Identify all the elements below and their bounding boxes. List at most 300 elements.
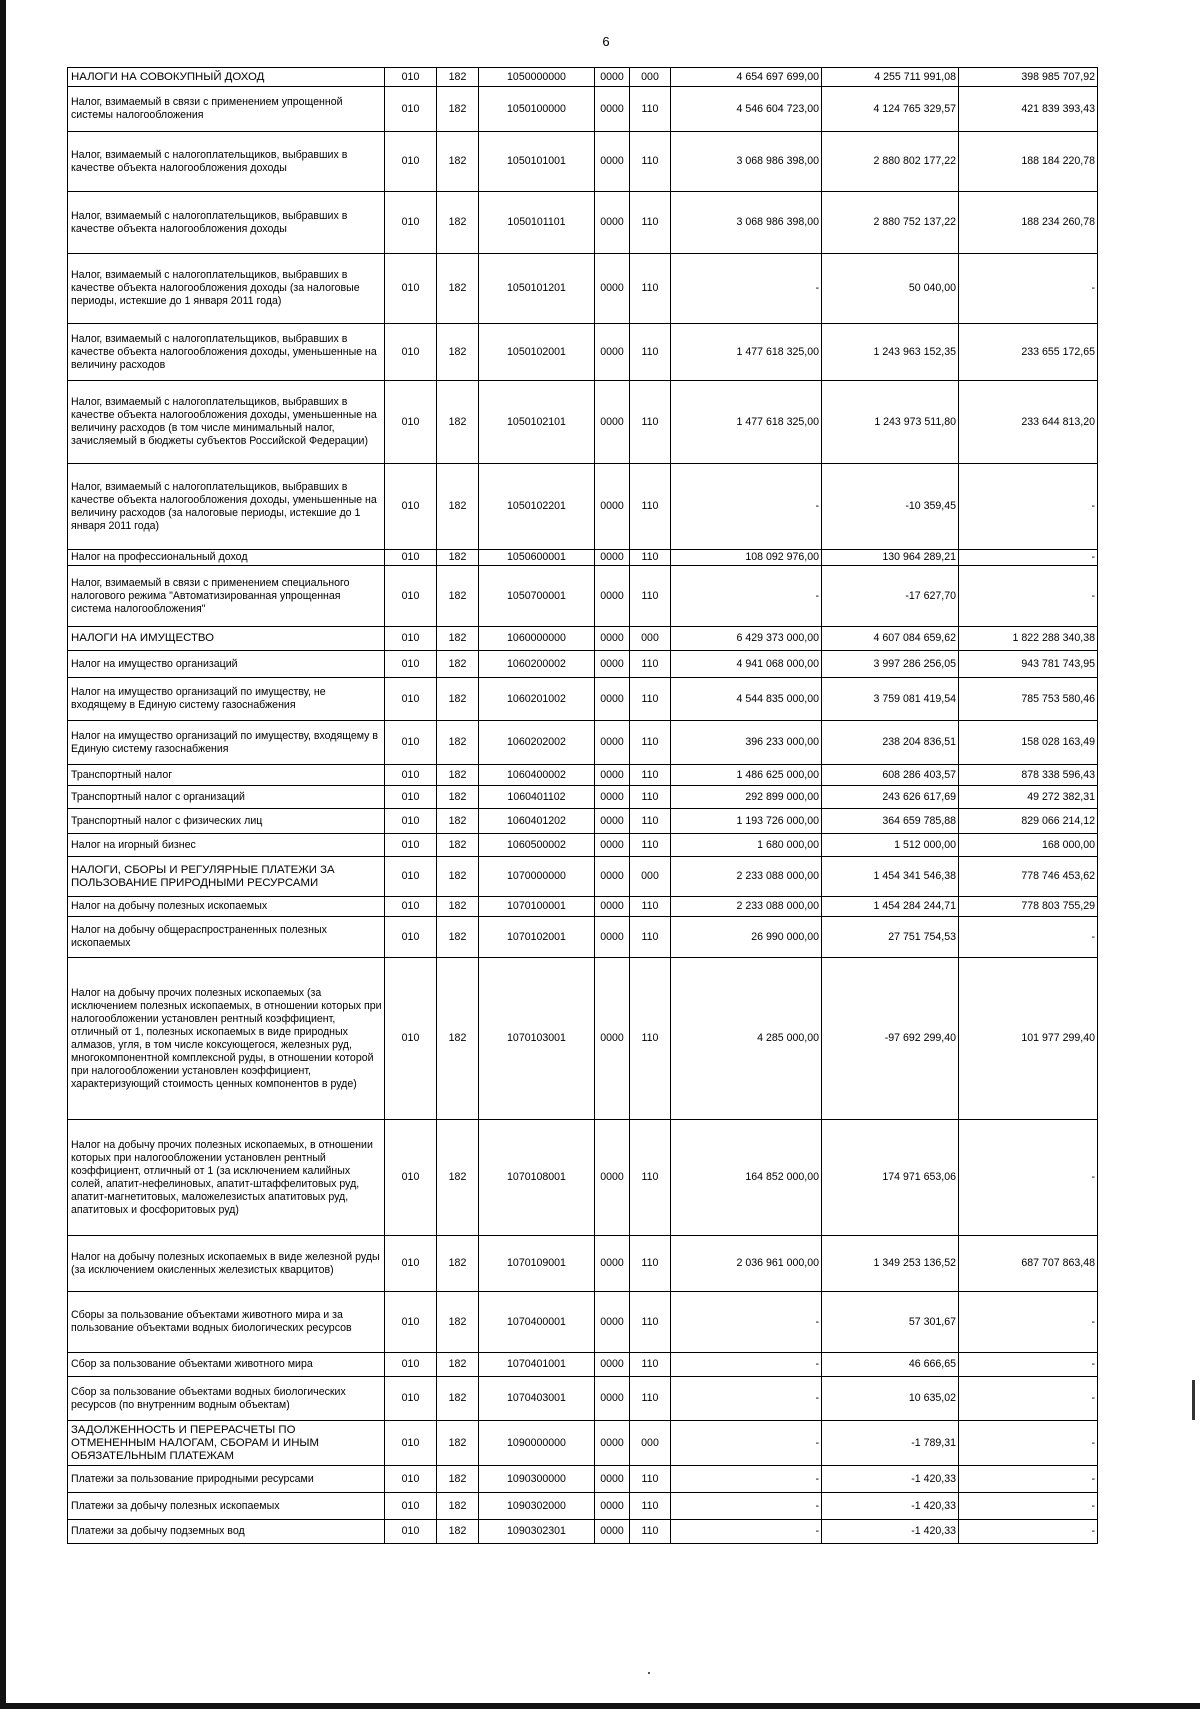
row-v1-cell: - [671, 254, 822, 324]
row-c5-cell: 110 [630, 1520, 671, 1544]
row-c3-cell: 1070100001 [479, 897, 595, 917]
row-v1-cell: 4 546 604 723,00 [671, 87, 822, 132]
row-c5-cell: 110 [630, 834, 671, 857]
row-c5-cell: 000 [630, 627, 671, 651]
row-v2-cell: 174 971 653,06 [822, 1120, 959, 1236]
row-c5-cell: 110 [630, 809, 671, 834]
row-v2-cell: 1 454 284 244,71 [822, 897, 959, 917]
row-c3-cell: 1090000000 [479, 1421, 595, 1466]
table-row [68, 834, 1098, 857]
row-v3-cell: 785 753 580,46 [959, 678, 1098, 721]
row-name-cell: Налог, взимаемый с налогоплательщиков, выбравших в качестве объекта налогообложения доходы [68, 192, 385, 254]
row-c1-cell: 010 [385, 1353, 437, 1377]
row-v2-cell: 3 759 081 419,54 [822, 678, 959, 721]
row-c2-cell: 182 [437, 464, 479, 550]
row-c5-cell: 110 [630, 566, 671, 627]
row-v2-cell: 50 040,00 [822, 254, 959, 324]
row-v2-cell: 243 626 617,69 [822, 786, 959, 809]
row-c5-cell: 110 [630, 678, 671, 721]
row-c2-cell: 182 [437, 1493, 479, 1520]
row-c4-cell: 0000 [595, 721, 630, 765]
row-c2-cell: 182 [437, 1520, 479, 1544]
table-row [68, 1520, 1098, 1544]
row-c2-cell: 182 [437, 651, 479, 678]
row-c2-cell: 182 [437, 566, 479, 627]
row-name-cell: Сбор за пользование объектами животного мира [68, 1353, 385, 1377]
row-c1-cell: 010 [385, 721, 437, 765]
row-c1-cell: 010 [385, 1520, 437, 1544]
row-c1-cell: 010 [385, 324, 437, 381]
row-c3-cell: 1050102101 [479, 381, 595, 464]
row-v2-cell: 130 964 289,21 [822, 550, 959, 566]
table-row [68, 192, 1098, 254]
table-row [68, 566, 1098, 627]
row-v3-cell: - [959, 1353, 1098, 1377]
row-v1-cell: 1 680 000,00 [671, 834, 822, 857]
row-v3-cell: 168 000,00 [959, 834, 1098, 857]
row-c2-cell: 182 [437, 1421, 479, 1466]
row-name-cell: Налог на имущество организаций по имуществу, не входящему в Единую систему газоснабжения [68, 678, 385, 721]
row-v3-cell: 421 839 393,43 [959, 87, 1098, 132]
row-name-cell: Платежи за добычу подземных вод [68, 1520, 385, 1544]
row-c1-cell: 010 [385, 464, 437, 550]
row-c4-cell: 0000 [595, 1377, 630, 1421]
row-c1-cell: 010 [385, 87, 437, 132]
revenue-table [67, 67, 1098, 1544]
scan-edge-mark [1192, 1380, 1195, 1420]
row-c2-cell: 182 [437, 958, 479, 1120]
row-c1-cell: 010 [385, 1493, 437, 1520]
row-c2-cell: 182 [437, 87, 479, 132]
row-v1-cell: 4 285 000,00 [671, 958, 822, 1120]
table-row [68, 132, 1098, 192]
row-c2-cell: 182 [437, 834, 479, 857]
row-c4-cell: 0000 [595, 132, 630, 192]
row-v3-cell: - [959, 1377, 1098, 1421]
row-c1-cell: 010 [385, 1466, 437, 1493]
row-c4-cell: 0000 [595, 1466, 630, 1493]
row-v3-cell: 687 707 863,48 [959, 1236, 1098, 1292]
row-v1-cell: - [671, 566, 822, 627]
row-name-cell: Налог на имущество организаций по имуществу, входящему в Единую систему газоснабжения [68, 721, 385, 765]
row-c5-cell: 110 [630, 786, 671, 809]
row-name-cell: Налог на добычу полезных ископаемых [68, 897, 385, 917]
row-v2-cell: 1 243 963 152,35 [822, 324, 959, 381]
row-c3-cell: 1060000000 [479, 627, 595, 651]
row-v2-cell: 1 512 000,00 [822, 834, 959, 857]
row-c5-cell: 110 [630, 1236, 671, 1292]
row-v2-cell: -1 420,33 [822, 1520, 959, 1544]
row-c1-cell: 010 [385, 1236, 437, 1292]
row-c1-cell: 010 [385, 68, 437, 87]
row-c5-cell: 110 [630, 958, 671, 1120]
row-v3-cell: - [959, 1292, 1098, 1353]
row-v2-cell: 2 880 802 177,22 [822, 132, 959, 192]
row-c4-cell: 0000 [595, 68, 630, 87]
row-v1-cell: - [671, 1377, 822, 1421]
row-v2-cell: -10 359,45 [822, 464, 959, 550]
row-c1-cell: 010 [385, 381, 437, 464]
row-c1-cell: 010 [385, 786, 437, 809]
row-v2-cell: -1 420,33 [822, 1493, 959, 1520]
row-v1-cell: - [671, 1292, 822, 1353]
row-v1-cell: 2 036 961 000,00 [671, 1236, 822, 1292]
row-c2-cell: 182 [437, 68, 479, 87]
row-v1-cell: 3 068 986 398,00 [671, 192, 822, 254]
row-v3-cell: 398 985 707,92 [959, 68, 1098, 87]
row-c5-cell: 110 [630, 254, 671, 324]
row-c3-cell: 1050100000 [479, 87, 595, 132]
row-c3-cell: 1070108001 [479, 1120, 595, 1236]
row-v1-cell: 2 233 088 000,00 [671, 897, 822, 917]
row-name-cell: Платежи за пользование природными ресурсами [68, 1466, 385, 1493]
table-row [68, 464, 1098, 550]
row-c3-cell: 1090302000 [479, 1493, 595, 1520]
row-c4-cell: 0000 [595, 550, 630, 566]
row-c2-cell: 182 [437, 1292, 479, 1353]
row-c1-cell: 010 [385, 917, 437, 958]
table-row [68, 897, 1098, 917]
row-v3-cell: - [959, 464, 1098, 550]
row-v1-cell: - [671, 464, 822, 550]
row-v3-cell: - [959, 917, 1098, 958]
row-c2-cell: 182 [437, 1353, 479, 1377]
row-v3-cell: 1 822 288 340,38 [959, 627, 1098, 651]
row-v1-cell: 396 233 000,00 [671, 721, 822, 765]
row-c3-cell: 1060200002 [479, 651, 595, 678]
row-c5-cell: 110 [630, 651, 671, 678]
row-name-cell: Налог, взимаемый в связи с применением упрощенной системы налогообложения [68, 87, 385, 132]
row-v1-cell: 2 233 088 000,00 [671, 857, 822, 897]
row-name-cell: НАЛОГИ НА СОВОКУПНЫЙ ДОХОД [68, 68, 385, 87]
row-c4-cell: 0000 [595, 192, 630, 254]
row-c4-cell: 0000 [595, 1520, 630, 1544]
row-c3-cell: 1070102001 [479, 917, 595, 958]
row-v1-cell: 108 092 976,00 [671, 550, 822, 566]
row-v2-cell: 3 997 286 256,05 [822, 651, 959, 678]
row-c2-cell: 182 [437, 254, 479, 324]
row-c2-cell: 182 [437, 897, 479, 917]
table-row [68, 254, 1098, 324]
row-v3-cell: 158 028 163,49 [959, 721, 1098, 765]
row-v2-cell: -1 789,31 [822, 1421, 959, 1466]
row-c3-cell: 1050600001 [479, 550, 595, 566]
row-c4-cell: 0000 [595, 1120, 630, 1236]
row-v3-cell: 188 184 220,78 [959, 132, 1098, 192]
row-c1-cell: 010 [385, 550, 437, 566]
row-c4-cell: 0000 [595, 1292, 630, 1353]
row-c2-cell: 182 [437, 324, 479, 381]
row-c1-cell: 010 [385, 254, 437, 324]
row-v2-cell: 4 124 765 329,57 [822, 87, 959, 132]
row-c3-cell: 1070401001 [479, 1353, 595, 1377]
row-c5-cell: 110 [630, 721, 671, 765]
row-c3-cell: 1060401102 [479, 786, 595, 809]
row-c1-cell: 010 [385, 678, 437, 721]
row-name-cell: НАЛОГИ, СБОРЫ И РЕГУЛЯРНЫЕ ПЛАТЕЖИ ЗА ПОЛЬЗОВАНИЕ ПРИРОДНЫМИ РЕСУРСАМИ [68, 857, 385, 897]
row-c5-cell: 110 [630, 1292, 671, 1353]
row-c4-cell: 0000 [595, 678, 630, 721]
table-row [68, 1493, 1098, 1520]
row-c5-cell: 110 [630, 324, 671, 381]
row-c1-cell: 010 [385, 958, 437, 1120]
row-name-cell: Налог, взимаемый с налогоплательщиков, выбравших в качестве объекта налогообложения доходы (за налоговые периоды, истекшие до 1 января 2011 года) [68, 254, 385, 324]
row-c3-cell: 1060400002 [479, 765, 595, 786]
row-c5-cell: 110 [630, 1493, 671, 1520]
row-c4-cell: 0000 [595, 1421, 630, 1466]
row-c2-cell: 182 [437, 765, 479, 786]
row-v1-cell: 26 990 000,00 [671, 917, 822, 958]
row-c2-cell: 182 [437, 786, 479, 809]
row-c4-cell: 0000 [595, 857, 630, 897]
row-name-cell: Налог на добычу полезных ископаемых в виде железной руды (за исключением окисленных железистых кварцитов) [68, 1236, 385, 1292]
row-c1-cell: 010 [385, 192, 437, 254]
row-c5-cell: 110 [630, 917, 671, 958]
row-c3-cell: 1050102001 [479, 324, 595, 381]
row-c5-cell: 110 [630, 87, 671, 132]
row-c1-cell: 010 [385, 1421, 437, 1466]
row-c5-cell: 110 [630, 381, 671, 464]
row-v3-cell: 878 338 596,43 [959, 765, 1098, 786]
row-c3-cell: 1070400001 [479, 1292, 595, 1353]
table-row [68, 651, 1098, 678]
row-c2-cell: 182 [437, 1236, 479, 1292]
table-row [68, 678, 1098, 721]
row-c5-cell: 000 [630, 1421, 671, 1466]
row-v2-cell: 4 607 084 659,62 [822, 627, 959, 651]
row-c4-cell: 0000 [595, 627, 630, 651]
row-c1-cell: 010 [385, 566, 437, 627]
page-number: 6 [602, 34, 610, 49]
row-v1-cell: 4 654 697 699,00 [671, 68, 822, 87]
row-v1-cell: 4 941 068 000,00 [671, 651, 822, 678]
row-v3-cell: - [959, 254, 1098, 324]
row-v3-cell: - [959, 566, 1098, 627]
row-v2-cell: 10 635,02 [822, 1377, 959, 1421]
row-c4-cell: 0000 [595, 324, 630, 381]
row-c4-cell: 0000 [595, 786, 630, 809]
row-c4-cell: 0000 [595, 897, 630, 917]
row-c3-cell: 1070000000 [479, 857, 595, 897]
row-c4-cell: 0000 [595, 809, 630, 834]
row-name-cell: Налог на добычу общераспространенных полезных ископаемых [68, 917, 385, 958]
scan-dot [648, 1672, 650, 1674]
row-c2-cell: 182 [437, 627, 479, 651]
row-name-cell: Сбор за пользование объектами водных биологических ресурсов (по внутренним водным объектам) [68, 1377, 385, 1421]
row-c4-cell: 0000 [595, 765, 630, 786]
row-c5-cell: 000 [630, 857, 671, 897]
row-v2-cell: -1 420,33 [822, 1466, 959, 1493]
row-v2-cell: -97 692 299,40 [822, 958, 959, 1120]
row-v1-cell: 1 477 618 325,00 [671, 381, 822, 464]
row-c5-cell: 110 [630, 1353, 671, 1377]
row-v2-cell: 27 751 754,53 [822, 917, 959, 958]
row-name-cell: ЗАДОЛЖЕННОСТЬ И ПЕРЕРАСЧЕТЫ ПО ОТМЕНЕННЫМ НАЛОГАМ, СБОРАМ И ИНЫМ ОБЯЗАТЕЛЬНЫМ ПЛАТЕЖАМ [68, 1421, 385, 1466]
row-v3-cell: 188 234 260,78 [959, 192, 1098, 254]
row-c3-cell: 1050101201 [479, 254, 595, 324]
row-v2-cell: 46 666,65 [822, 1353, 959, 1377]
row-name-cell: Сборы за пользование объектами животного мира и за пользование объектами водных биологических ресурсов [68, 1292, 385, 1353]
row-v2-cell: -17 627,70 [822, 566, 959, 627]
row-c1-cell: 010 [385, 1377, 437, 1421]
row-c5-cell: 000 [630, 68, 671, 87]
row-c5-cell: 110 [630, 550, 671, 566]
table-row [68, 1236, 1098, 1292]
row-c2-cell: 182 [437, 809, 479, 834]
table-row [68, 550, 1098, 566]
row-c2-cell: 182 [437, 857, 479, 897]
row-name-cell: Транспортный налог [68, 765, 385, 786]
row-c4-cell: 0000 [595, 1493, 630, 1520]
row-v1-cell: 1 193 726 000,00 [671, 809, 822, 834]
row-c3-cell: 1060500002 [479, 834, 595, 857]
row-c1-cell: 010 [385, 651, 437, 678]
row-c5-cell: 110 [630, 765, 671, 786]
row-c5-cell: 110 [630, 1120, 671, 1236]
row-v1-cell: 1 486 625 000,00 [671, 765, 822, 786]
row-c5-cell: 110 [630, 1377, 671, 1421]
row-v3-cell: 49 272 382,31 [959, 786, 1098, 809]
row-name-cell: Налог на добычу прочих полезных ископаемых (за исключением полезных ископаемых, в отношении которых при налогообложении установлен рентный коэффициент, отличный от 1, полезных ископаемых в виде природных алмазов, угля, в том числе коксующегося, железных руд, многокомпонентной комплексной руды, в отношении которой при налогообложении установлен коэффициент, характеризующий стоимость ценных компонентов в руде) [68, 958, 385, 1120]
table-row [68, 765, 1098, 786]
row-c3-cell: 1060401202 [479, 809, 595, 834]
row-v1-cell: - [671, 1421, 822, 1466]
row-v1-cell: - [671, 1520, 822, 1544]
row-v1-cell: 3 068 986 398,00 [671, 132, 822, 192]
row-c4-cell: 0000 [595, 464, 630, 550]
row-c4-cell: 0000 [595, 566, 630, 627]
row-c4-cell: 0000 [595, 87, 630, 132]
row-c1-cell: 010 [385, 897, 437, 917]
row-c4-cell: 0000 [595, 381, 630, 464]
row-c2-cell: 182 [437, 192, 479, 254]
row-c2-cell: 182 [437, 721, 479, 765]
row-name-cell: Налог, взимаемый с налогоплательщиков, выбравших в качестве объекта налогообложения доходы [68, 132, 385, 192]
row-name-cell: Транспортный налог с физических лиц [68, 809, 385, 834]
row-name-cell: Налог, взимаемый в связи с применением специального налогового режима "Автоматизированная упрощенная система налогообложения" [68, 566, 385, 627]
row-v2-cell: 2 880 752 137,22 [822, 192, 959, 254]
row-v3-cell: - [959, 1120, 1098, 1236]
row-c2-cell: 182 [437, 917, 479, 958]
row-c3-cell: 1070109001 [479, 1236, 595, 1292]
row-c3-cell: 1090302301 [479, 1520, 595, 1544]
table-row [68, 917, 1098, 958]
table-row [68, 857, 1098, 897]
row-v2-cell: 1 243 973 511,80 [822, 381, 959, 464]
row-v3-cell: 233 644 813,20 [959, 381, 1098, 464]
row-c2-cell: 182 [437, 550, 479, 566]
row-c3-cell: 1050102201 [479, 464, 595, 550]
row-name-cell: Налог на профессиональный доход [68, 550, 385, 566]
row-c3-cell: 1050101101 [479, 192, 595, 254]
table-row [68, 786, 1098, 809]
row-v3-cell: 778 803 755,29 [959, 897, 1098, 917]
row-name-cell: Налог на добычу прочих полезных ископаемых, в отношении которых при налогообложении установлен рентный коэффициент, отличный от 1 (за исключением калийных солей, апатит-нефелиновых, апатит-штаффелитовых руд, апатит-магнетитовых, маложелезистых апатитовых руд, апатитовых и фосфоритовых руд) [68, 1120, 385, 1236]
row-name-cell: Налог на имущество организаций [68, 651, 385, 678]
table-row [68, 68, 1098, 87]
table-row [68, 1466, 1098, 1493]
row-v3-cell: - [959, 1520, 1098, 1544]
row-c4-cell: 0000 [595, 1236, 630, 1292]
table-row [68, 721, 1098, 765]
row-c2-cell: 182 [437, 678, 479, 721]
row-c2-cell: 182 [437, 381, 479, 464]
row-v3-cell: 829 066 214,12 [959, 809, 1098, 834]
row-v1-cell: - [671, 1493, 822, 1520]
row-c5-cell: 110 [630, 1466, 671, 1493]
row-v1-cell: 4 544 835 000,00 [671, 678, 822, 721]
row-c4-cell: 0000 [595, 1353, 630, 1377]
row-c3-cell: 1070403001 [479, 1377, 595, 1421]
table-row [68, 627, 1098, 651]
table-row [68, 1421, 1098, 1466]
row-v3-cell: 778 746 453,62 [959, 857, 1098, 897]
table-row [68, 87, 1098, 132]
row-c1-cell: 010 [385, 765, 437, 786]
row-c4-cell: 0000 [595, 917, 630, 958]
row-name-cell: Налог, взимаемый с налогоплательщиков, выбравших в качестве объекта налогообложения доходы, уменьшенные на величину расходов (за налоговые периоды, истекшие до 1 января 2011 года) [68, 464, 385, 550]
row-c4-cell: 0000 [595, 834, 630, 857]
row-name-cell: НАЛОГИ НА ИМУЩЕСТВО [68, 627, 385, 651]
row-v3-cell: - [959, 550, 1098, 566]
row-c3-cell: 1050101001 [479, 132, 595, 192]
row-c1-cell: 010 [385, 1292, 437, 1353]
row-c1-cell: 010 [385, 809, 437, 834]
row-c5-cell: 110 [630, 192, 671, 254]
row-v2-cell: 57 301,67 [822, 1292, 959, 1353]
row-c2-cell: 182 [437, 1120, 479, 1236]
table-row [68, 1353, 1098, 1377]
row-c1-cell: 010 [385, 627, 437, 651]
row-c3-cell: 1060202002 [479, 721, 595, 765]
table-row [68, 1377, 1098, 1421]
row-c1-cell: 010 [385, 1120, 437, 1236]
row-v3-cell: 233 655 172,65 [959, 324, 1098, 381]
row-c3-cell: 1050700001 [479, 566, 595, 627]
table-row [68, 958, 1098, 1120]
row-c1-cell: 010 [385, 834, 437, 857]
table-row [68, 381, 1098, 464]
row-v2-cell: 4 255 711 991,08 [822, 68, 959, 87]
row-c4-cell: 0000 [595, 254, 630, 324]
row-name-cell: Налог, взимаемый с налогоплательщиков, выбравших в качестве объекта налогообложения доходы, уменьшенные на величину расходов [68, 324, 385, 381]
row-v3-cell: 943 781 743,95 [959, 651, 1098, 678]
scan-left-edge [0, 0, 6, 1709]
row-c3-cell: 1050000000 [479, 68, 595, 87]
row-v1-cell: 1 477 618 325,00 [671, 324, 822, 381]
table-row [68, 324, 1098, 381]
row-v2-cell: 364 659 785,88 [822, 809, 959, 834]
row-v3-cell: - [959, 1466, 1098, 1493]
scan-bottom-edge [0, 1703, 1200, 1709]
row-c5-cell: 110 [630, 132, 671, 192]
row-v3-cell: - [959, 1493, 1098, 1520]
row-v1-cell: - [671, 1466, 822, 1493]
row-c4-cell: 0000 [595, 651, 630, 678]
row-c2-cell: 182 [437, 1377, 479, 1421]
table-row [68, 1292, 1098, 1353]
row-name-cell: Налог на игорный бизнес [68, 834, 385, 857]
row-c3-cell: 1060201002 [479, 678, 595, 721]
row-c3-cell: 1070103001 [479, 958, 595, 1120]
row-v1-cell: 6 429 373 000,00 [671, 627, 822, 651]
row-v1-cell: 164 852 000,00 [671, 1120, 822, 1236]
row-v3-cell: - [959, 1421, 1098, 1466]
row-name-cell: Налог, взимаемый с налогоплательщиков, выбравших в качестве объекта налогообложения доходы, уменьшенные на величину расходов (в том числе минимальный налог, зачисляемый в бюджеты субъектов Российской Федерации) [68, 381, 385, 464]
row-c4-cell: 0000 [595, 958, 630, 1120]
row-c1-cell: 010 [385, 132, 437, 192]
row-c2-cell: 182 [437, 1466, 479, 1493]
